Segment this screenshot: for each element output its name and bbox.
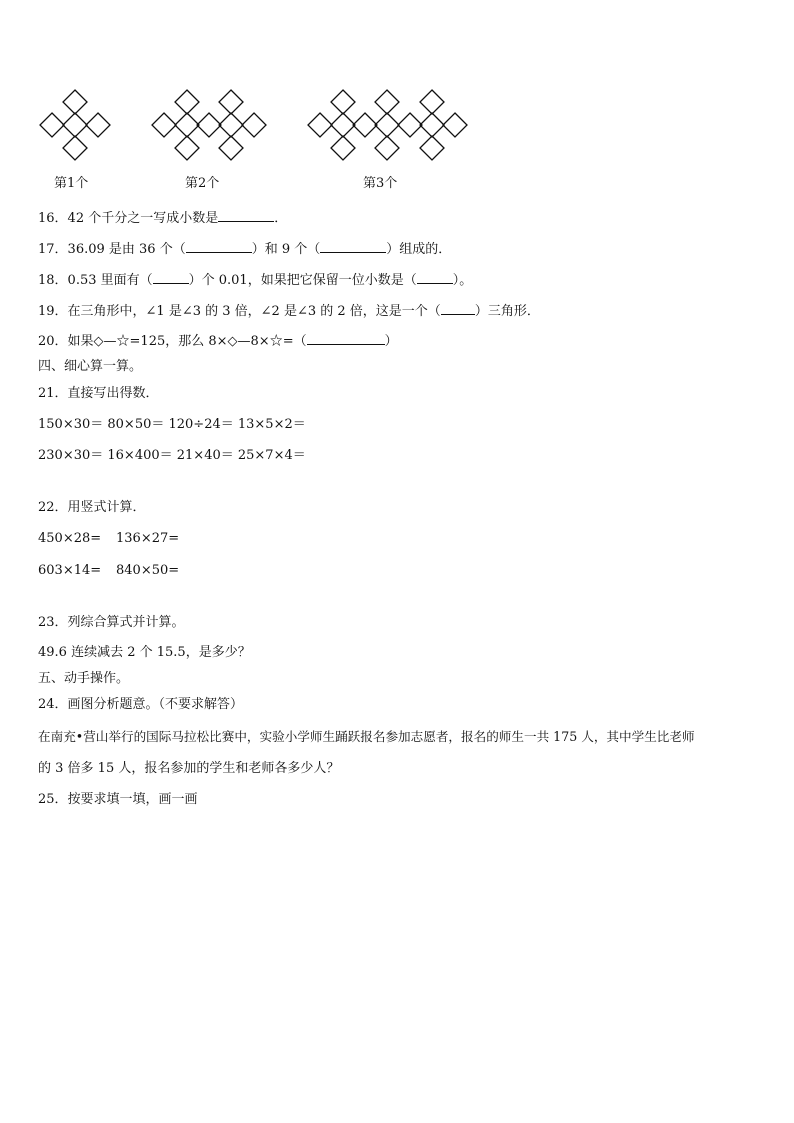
diamond-shape [86,113,110,137]
diamond-shape [375,136,399,160]
question-24-body-line-1: 在南充•营山举行的国际马拉松比赛中，实验小学师生踊跃报名参加志愿者，报名的师生一共 175 人，其中学生比老师 [38,729,695,744]
diamond-shape [420,136,444,160]
diamond-shape [175,113,199,137]
diamond-shape [152,113,176,137]
question-22-row-2: 603×14= 840×50= [38,563,180,578]
diamond-shape [331,113,355,137]
answer-blank [417,271,453,284]
diamond-shape [420,90,444,114]
answer-blank [153,271,189,284]
diamond-shape [443,113,467,137]
diamond-pattern-figures [0,0,794,200]
diamond-shape [331,136,355,160]
question-21-title: 21．直接写出得数． [38,386,159,401]
diamond-shape [219,113,243,137]
diamond-shape [63,90,87,114]
diamond-shape [375,90,399,114]
question-17: 17．36.09 是由 36 个（ ）和 9 个（ ）组成的． [38,242,452,257]
question-21-row-1: 150×30＝ 80×50＝ 120÷24＝ 13×5×2＝ [38,417,306,432]
question-24-title: 24．画图分析题意。（不要求解答） [38,697,244,712]
diamond-shape [420,113,444,137]
question-22-row-1: 450×28= 136×27= [38,531,180,546]
question-18: 18．0.53 里面有（ ）个 0.01，如果把它保留一位小数是（ ）。 [38,273,473,288]
diamond-shape [175,90,199,114]
diamond-shape [197,113,221,137]
diamond-shape [308,113,332,137]
diamond-shape [40,113,64,137]
diamond-shape [242,113,266,137]
diamond-shape [375,113,399,137]
question-25-title: 25．按要求填一填，画一画 [38,792,198,807]
question-23-title: 23．列综合算式并计算。 [38,615,185,630]
section-4-heading: 四、细心算一算。 [38,359,143,374]
diamond-shape [63,113,87,137]
diamond-shape [353,113,377,137]
question-23-body: 49.6 连续减去 2 个 15.5，是多少？ [38,645,251,660]
question-22-title: 22．用竖式计算． [38,500,146,515]
diamond-shape [175,136,199,160]
section-5-heading: 五、动手操作。 [38,671,130,686]
answer-blank [320,240,386,253]
diamond-shape [219,90,243,114]
answer-blank [441,302,475,315]
question-21-row-2: 230×30＝ 16×400＝ 21×40＝ 25×7×4＝ [38,448,306,463]
diamond-shape [398,113,422,137]
question-19: 19．在三角形中，∠1 是∠3 的 3 倍，∠2 是∠3 的 2 倍，这是一个（ ）三角形． [38,304,540,319]
question-20: 20．如果◇—☆=125，那么 8×◇—8×☆=（ ） [38,334,398,349]
figure-2-label: 第2个 [185,176,220,191]
answer-blank [218,209,274,222]
figure-1-label: 第1个 [54,176,89,191]
question-16: 16．42 个千分之一写成小数是 ． [38,211,288,226]
question-24-body-line-2: 的 3 倍多 15 人，报名参加的学生和老师各多少人？ [38,761,340,776]
diamond-shape [219,136,243,160]
answer-blank [307,332,385,345]
answer-blank [186,240,252,253]
diamond-shape [63,136,87,160]
figure-3-label: 第3个 [363,176,398,191]
diamond-shape [331,90,355,114]
